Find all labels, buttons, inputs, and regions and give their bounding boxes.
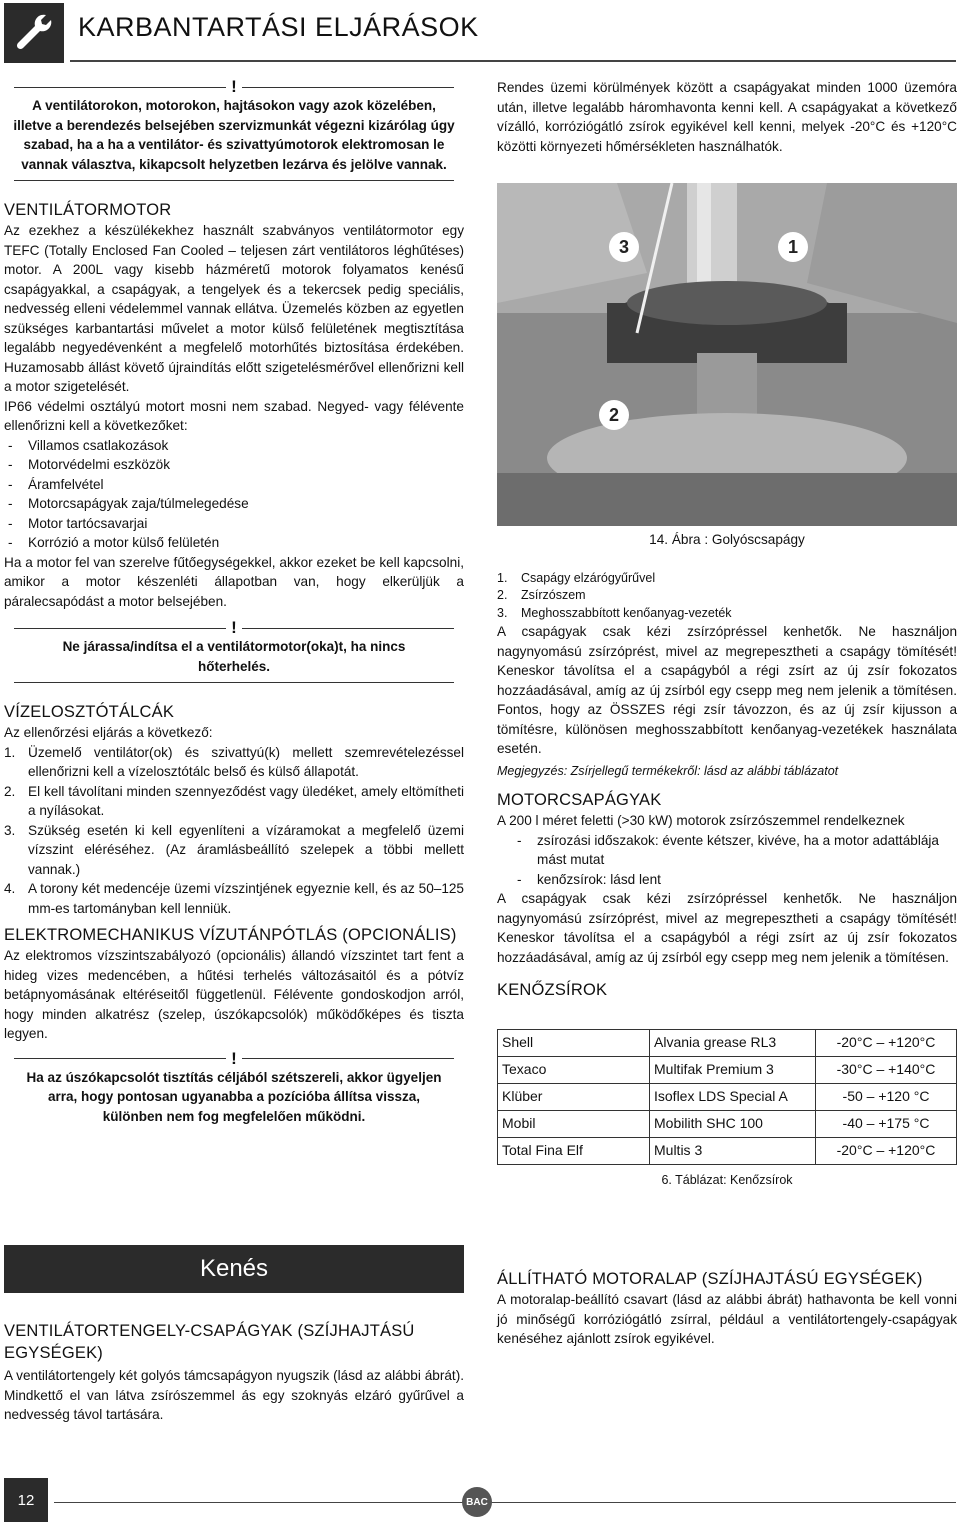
motor-check-list [4,436,464,553]
warning2-top-rule [4,619,464,637]
figure-legend [497,570,957,623]
footer-rule [54,1502,956,1503]
list-item: 1. Üzemelő ventilátor(ok) és szivattyú(k) mellett szemrevételezéssel ellenőrizni kell a vízelosztótálc belső és külső állapotát. [4,744,464,779]
note: Megjegyzés: Zsírjellegű termékekről: lásd az alábbi táblázatot [497,763,839,778]
motor-bearing-paragraph: A 200 l méret feletti (>30 kW) motorok zsírzószemmel rendelkeznek [497,813,905,828]
warning3-top-rule [4,1050,464,1068]
list-item: - Motorvédelmi eszközök [28,455,464,475]
right-column [497,530,957,1191]
motor-paragraph-3: Ha a motor fel van szerelve fűtőegységekkel, akkor ezeket be kell kapcsolni, amikor a motor készenléti állapotban van, hogy elkerüljük a páralecsapódást a motor belsejében. [4,554,464,609]
right-column-bottom [497,1268,957,1349]
bac-logo: BAC [462,1487,492,1517]
bearing-photo [497,183,957,526]
list-item: 3. Szükség esetén ki kell egyenlíteni a vízáramokat a megfelelő üzemi vízszint eléréséhez. (Az áramlásbeállító szelepek a többi mellett vannak.) [4,822,464,877]
list-item: - Villamos csatlakozások [28,436,464,456]
page-title: KARBANTARTÁSI ELJÁRÁSOK [78,12,479,42]
warning2-mark: ! [231,618,237,637]
left-column-bottom [4,1320,464,1425]
warning3-mark: ! [231,1048,237,1068]
left-column [4,78,464,1126]
makeup-paragraph: Az elektromos vízszintszabályozó (opcionális) állandó vízszintet tart fent a hideg vizes medencében, a hűtési terhelés változásaitól és a pótvíz betápnyomásának eltéréseitől függetlenül. Félévente gondoskodjon arról, hogy minden alkatrész (szelep, úszókapcsolók) működőképes és tiszta legyen. [4,948,464,1041]
list-item: 3. Meghosszabbított kenőanyag-vezeték [497,605,732,620]
list-item: 4. A torony két medencéje üzemi vízszintjének egyeznie kell, és az 50–125 mm-es tartományban kell lenniük. [4,881,464,916]
warning3-text: Ha az úszókapcsolót tisztítás céljából szétszereli, akkor ügyeljen arra, hogy pontosan ugyanabba a pozícióba állítsa vissza, különben nem fog megfelelően működni. [26,1069,442,1124]
table-row: Klüber Isoflex LDS Special A -50 – +120 °C [498,1084,957,1111]
motor-bearing-list [497,831,957,890]
warning2-bottom-rule [14,682,454,683]
grease-heading: KENŐZSÍROK [497,981,608,999]
list-item: - kenőzsírok: lásd lent [537,870,957,890]
header-rule [70,60,956,62]
lubrication-banner: Kenés [4,1245,464,1293]
motor-base-paragraph: A motoralap-beállító csavart (lásd az alábbi ábrát) hathavonta be kell vonni jó minőségű korróziógátló zsírral, például a ventilátortengely-csapágyak kenéséhez ajánlott zsírok egyikével. [497,1292,957,1346]
motor-heading: VENTILÁTORMOTOR [4,201,172,219]
warning1-bottom-rule [14,180,454,181]
list-item: - Áramfelvétel [28,475,464,495]
warning1-top-rule [4,78,464,96]
basin-heading: VÍZELOSZTÓTÁLCÁK [4,703,175,721]
page-number: 12 [4,1478,48,1522]
basin-steps [4,743,464,919]
table-row: Total Fina Elf Multis 3 -20°C – +120°C [498,1138,957,1165]
list-item: 2. Zsírzószem [497,588,586,602]
warning1-text: A ventilátorokon, motorokon, hajtásokon vagy azok közelében, illetve a berendezés belsejében szervizmunkát végezni kizárólag úgy szabad, ha a ha a ventilátor- és szivattyúmotorok elektromosan le vannak választva, kikapcsolt helyzetben lezárva és jelölve vannak. [13,98,455,172]
shaft-heading: VENTILÁTORTENGELY-CSAPÁGYAK (SZÍJHAJTÁSÚ EGYSÉGEK) [4,1322,415,1362]
grease-table [497,1029,957,1165]
shaft-paragraph: A ventilátortengely két golyós támcsapágyon nyugszik (lásd az alábbi ábrát). Mindkettő el van látva zsírószemmel ás egy szoknyás elzáró gyűrűvel a nedvesség távol tartására. [4,1368,464,1422]
photo-label-3: 3 [618,237,630,257]
warning2-text: Ne járassa/indítsa el a ventilátormotor(oka)t, ha nincs hőterhelés. [62,639,406,674]
list-item: - Motor tartócsavarjai [28,514,464,534]
right-intro: Rendes üzemi körülmények között a csapágyakat minden 1000 üzemóra után, illetve legalább háromhavonta kenni kell. A csapágyakat a következő vízálló, korróziógátló zsírok egyikével kell kenni, melyek -20°C és +120°C közötti környezeti hőmérsékleten használhatók. [497,80,957,154]
table-caption: 6. Táblázat: Kenőzsírok [661,1173,793,1187]
basin-intro: Az ellenőrzési eljárás a következő: [4,725,213,740]
list-item: - zsírozási időszakok: évente kétszer, kivéve, ha a motor adattáblája mást mutat [537,831,957,870]
wrench-icon [12,11,56,55]
motor-base-heading: ÁLLÍTHATÓ MOTORALAP (SZÍJHAJTÁSÚ EGYSÉGEK) [497,1270,923,1288]
motor-bearing-paragraph-2: A csapágyak csak kézi zsírzópréssel kenhetők. Ne használjon nagynyomású zsírzóprést, mivel az megrepesztheti a csapágy tömítését! Keneskor távolítsa el a csapágyból a régi zsírt az új zsír fokozatos hozzáadásával, amíg az új zsírból egy csepp meg nem jelenik a tömítésen. [497,891,957,965]
motor-paragraph-1: Az ezekhez a készülékekhez használt szabványos ventilátormotor egy TEFC (Totally Enclosed Fan Cooled – teljesen zárt ventilátoros léghűtéses) motor. A 200L vagy kisebb házméretű motorok folyamatos kenésű csapágyakkal, a csapágyak, a tengelyek és a tekercsek pedig speciális, nedvesség elleni védelemmel vannak ellátva. Üzemelés közben az egyetlen szükséges karbantartási művelet a motor külső felületének megtisztítása legalább negyedévenként a megfelelő motorhűtés biztosítása érdekében. Huzamosabb állást követő újraindítás előtt szigetelésmérővel ellenőrizni kell a motor szigetelését. [4,223,464,394]
header-icon-box [4,3,64,63]
photo-label-1: 1 [787,237,799,257]
motor-bearing-heading: MOTORCSAPÁGYAK [497,791,662,809]
warning1-mark: ! [231,77,237,96]
motor-paragraph-2: IP66 védelmi osztályú motort mosni nem szabad. Negyed- vagy félévente ellenőrizni kell a következőket: [4,398,464,433]
table-row: Mobil Mobilith SHC 100 -40 – +175 °C [498,1111,957,1138]
table-row: Shell Alvania grease RL3 -20°C – +120°C [498,1030,957,1057]
list-item: - Motorcsapágyak zaja/túlmelegedése [28,494,464,514]
table-row: Texaco Multifak Premium 3 -30°C – +140°C [498,1057,957,1084]
lubrication-paragraph: A csapágyak csak kézi zsírzópréssel kenhetők. Ne használjon nagynyomású zsírzóprést, mivel az megrepesztheti a csapágy tömítését! Keneskor távolítsa el a csapágyból a régi zsírt az új zsír fokozatos hozzáadásával, amíg az új zsírból egy csepp meg nem jelenik a tömítésen. Fontos, hogy az ÖSSZES régi zsír távozzon, és az új zsír kijusson a tömítésre, különösen meghosszabbított kenőanyag-vezetékek használata esetén. [497,624,957,756]
list-item: 1. Csapágy elzárógyűrűvel [497,570,656,585]
list-item: 2. El kell távolítani minden szennyeződést vagy üledéket, amely eltömítheti a nyílásokat. [4,783,464,818]
makeup-heading: ELEKTROMECHANIKUS VÍZUTÁNPÓTLÁS (OPCIONÁLIS) [4,926,457,944]
figure-caption: 14. Ábra : Golyóscsapágy [649,532,805,547]
photo-label-2: 2 [608,405,620,425]
list-item: - Korrózió a motor külső felületén [28,533,464,553]
